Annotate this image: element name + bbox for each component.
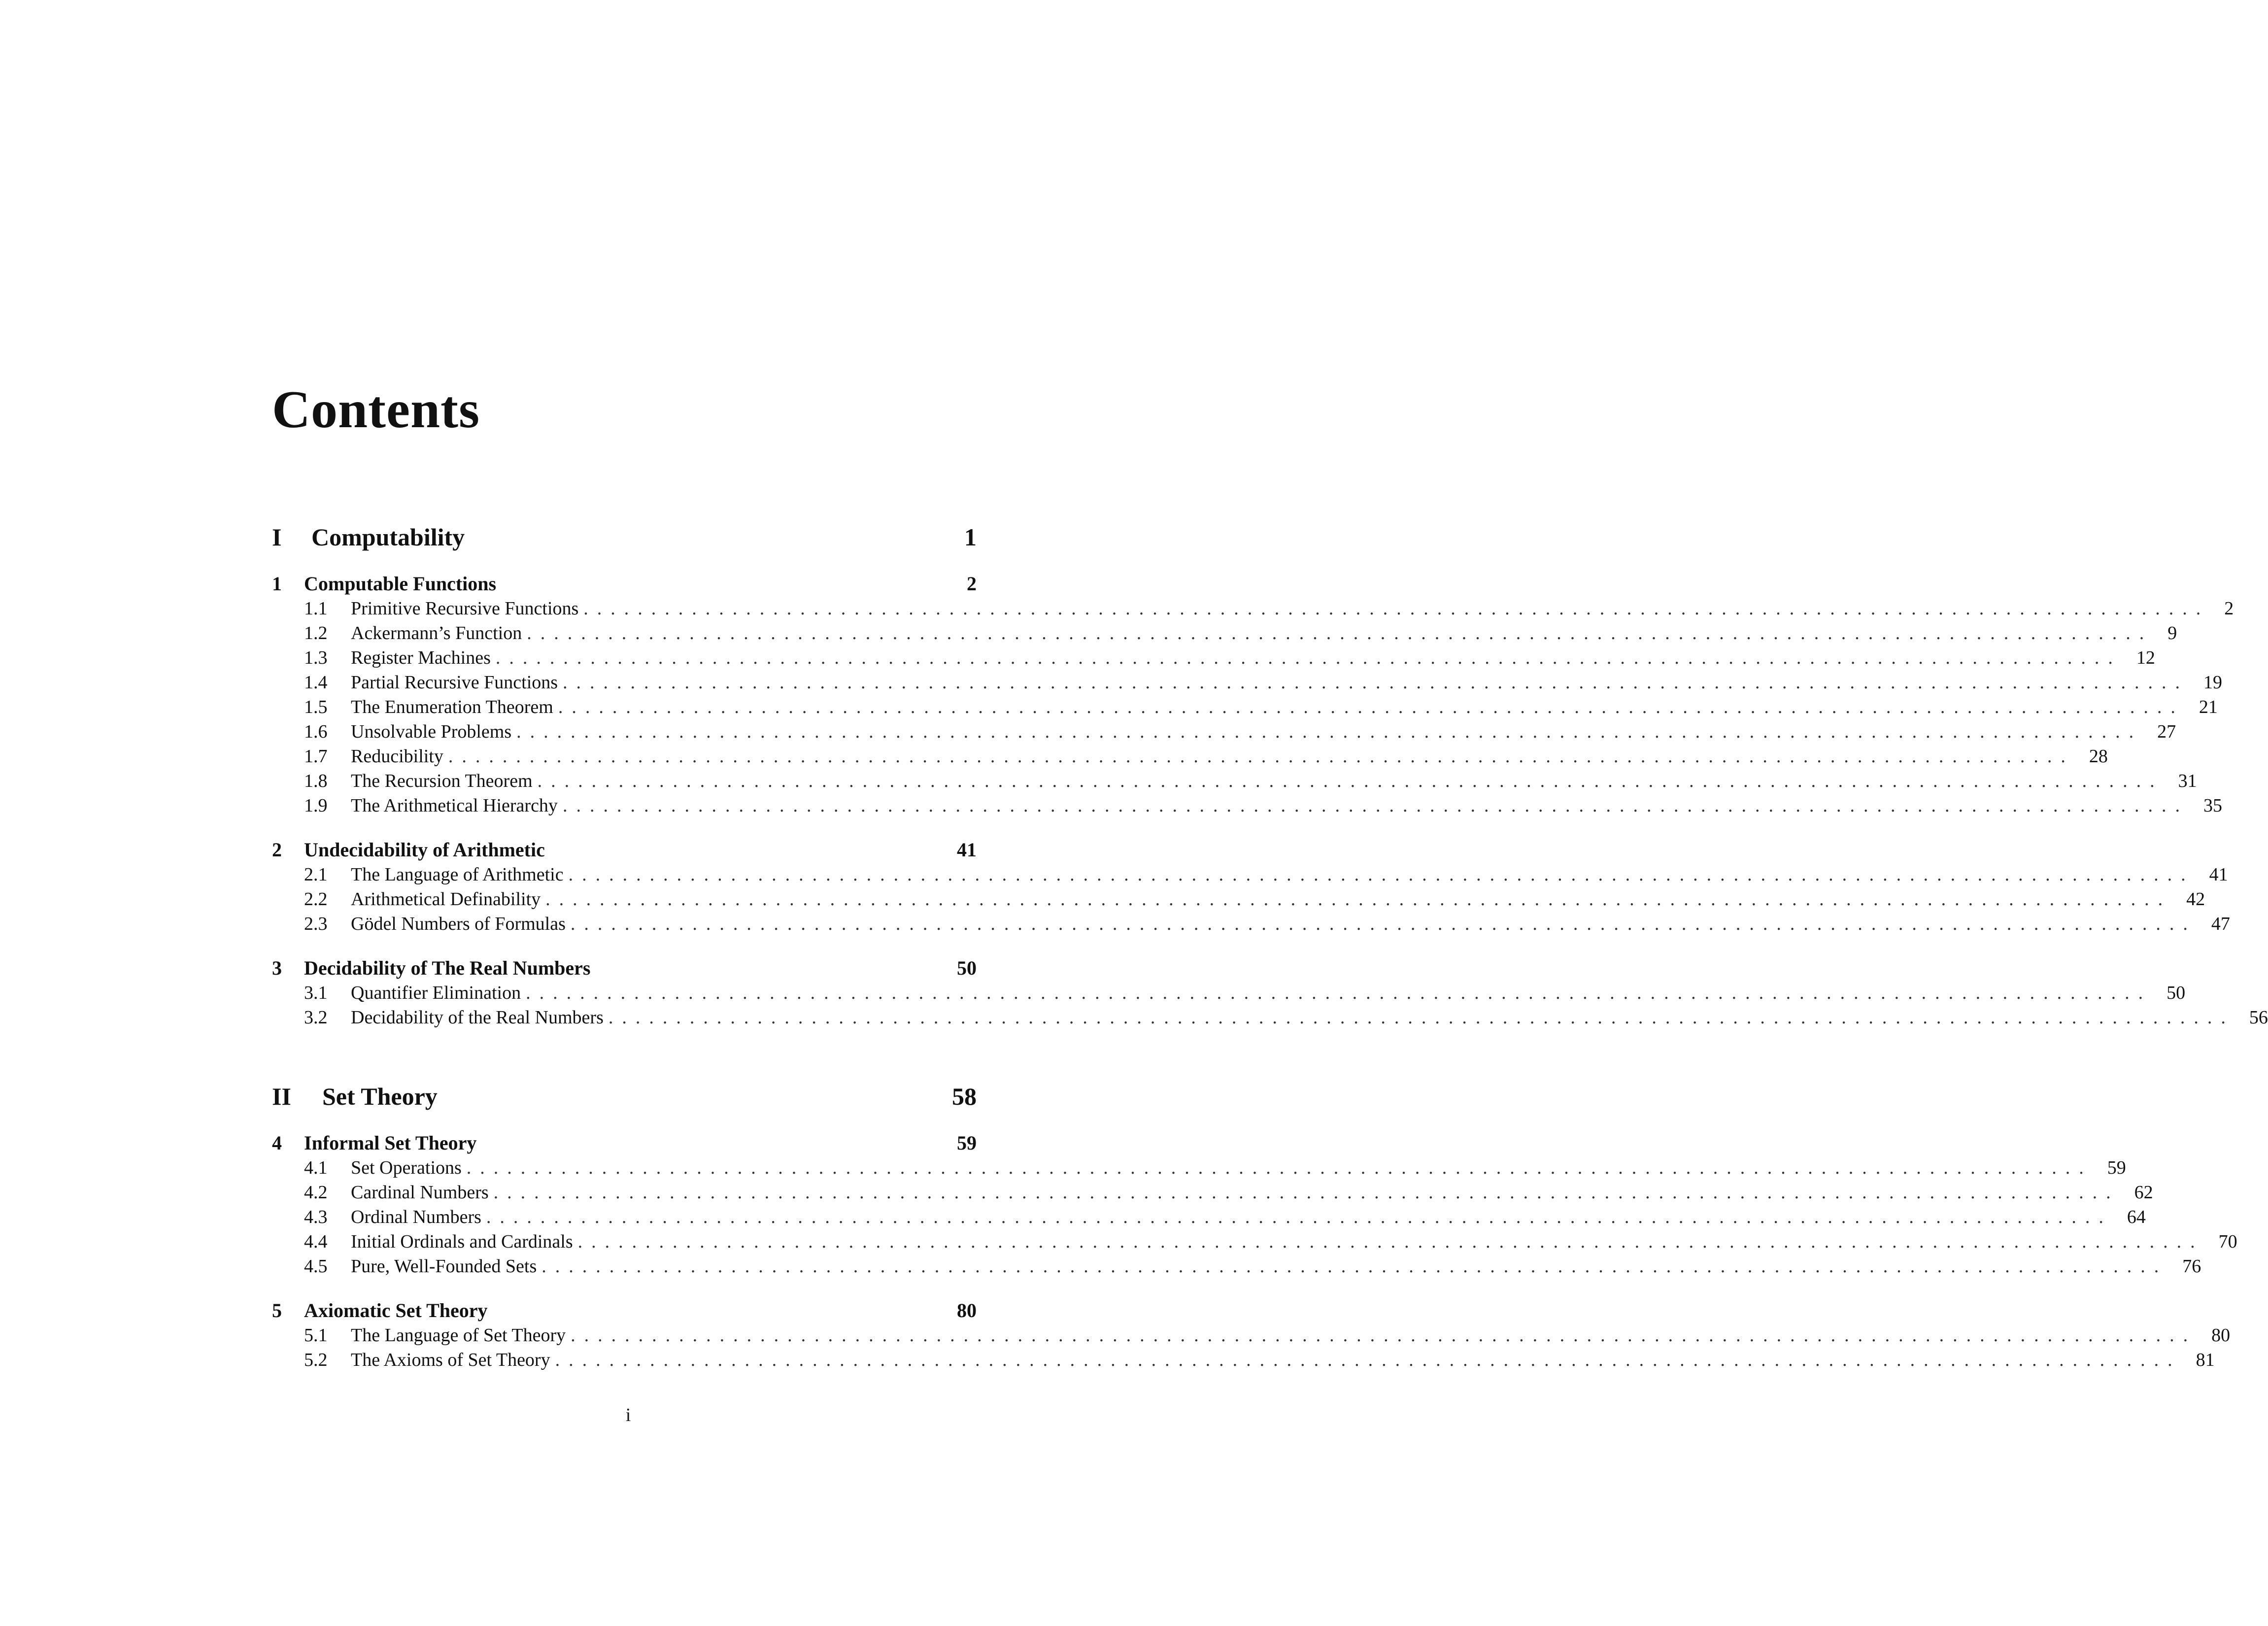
chapter-number: 2: [272, 839, 282, 861]
section-number: 1.6: [304, 721, 328, 742]
chapter-page-number: 80: [957, 1299, 977, 1321]
toc-part-heading[interactable]: [272, 1077, 977, 1116]
section-row: [351, 645, 2155, 670]
toc-section-entry[interactable]: [272, 645, 2155, 670]
section-row: [351, 596, 2234, 621]
toc-section-entry[interactable]: [272, 596, 2234, 621]
section-page-number: 9: [2167, 623, 2177, 644]
table-of-contents: [272, 517, 2268, 1372]
section-page-number: 59: [2107, 1157, 2126, 1178]
chapter-spacer: [272, 818, 977, 838]
section-page-number: 27: [2157, 721, 2176, 742]
section-page-number: 64: [2127, 1207, 2146, 1227]
toc-section-entry[interactable]: [272, 695, 2218, 719]
part-page-number: 1: [964, 523, 977, 551]
section-page-number: 47: [2211, 914, 2230, 934]
section-title: Gödel Numbers of Formulas: [351, 914, 566, 934]
section-title: Reducibility: [351, 746, 443, 767]
section-number: 1.3: [304, 647, 328, 668]
dot-leader: ........................................................................................................................: [516, 721, 2143, 742]
section-number: 1.5: [304, 697, 328, 717]
chapter-title: Informal Set Theory: [304, 1132, 477, 1154]
chapter-title: Axiomatic Set Theory: [304, 1299, 488, 1321]
toc-section-entry[interactable]: [272, 744, 2108, 769]
section-number: 3.2: [304, 1007, 328, 1028]
section-title: Primitive Recursive Functions: [351, 598, 579, 619]
section-title: The Enumeration Theorem: [351, 697, 553, 717]
toc-section-entry[interactable]: [272, 1155, 2126, 1180]
chapter-number: 3: [272, 957, 282, 979]
section-page-number: 31: [2178, 771, 2197, 791]
section-number: 3.1: [304, 982, 328, 1003]
section-title: Decidability of the Real Numbers: [351, 1007, 604, 1028]
section-row: [351, 1205, 2146, 1229]
section-row: [351, 1229, 2237, 1254]
section-row: [351, 695, 2218, 719]
dot-leader: ........................................................................................................................: [466, 1157, 2093, 1178]
toc-section-entry[interactable]: [272, 769, 2197, 793]
dot-leader: ........................................................................................................................: [583, 598, 2210, 619]
section-page-number: 41: [2209, 864, 2228, 885]
section-number: 1.4: [304, 672, 328, 693]
dot-leader: ........................................................................................................................: [495, 647, 2122, 668]
dot-leader: ........................................................................................................................: [577, 1231, 2204, 1252]
section-page-number: 28: [2089, 746, 2108, 767]
section-page-number: 50: [2166, 982, 2186, 1003]
section-title: The Recursion Theorem: [351, 771, 533, 791]
dot-leader: ........................................................................................................................: [526, 982, 2152, 1003]
section-number: 1.8: [304, 771, 328, 791]
section-number: 2.2: [304, 889, 328, 910]
section-number: 4.2: [304, 1182, 328, 1203]
toc-section-entry[interactable]: [272, 887, 2205, 912]
section-row: [351, 621, 2177, 645]
toc-section-entry[interactable]: [272, 981, 2186, 1005]
toc-section-entry[interactable]: [272, 1205, 2146, 1229]
section-number: 1.2: [304, 623, 328, 644]
section-row: [351, 912, 2230, 936]
section-page-number: 70: [2218, 1231, 2237, 1252]
section-title: Pure, Well-Founded Sets: [351, 1256, 537, 1277]
toc-chapter-heading[interactable]: [272, 838, 977, 862]
toc-chapter-heading[interactable]: [272, 1298, 977, 1323]
section-page-number: 76: [2182, 1256, 2201, 1277]
section-page-number: 2: [2224, 598, 2234, 619]
section-page-number: 35: [2203, 795, 2222, 816]
dot-leader: ........................................................................................................................: [493, 1182, 2120, 1203]
toc-chapter-heading[interactable]: [272, 1131, 977, 1155]
section-row: [351, 1155, 2126, 1180]
section-number: 4.3: [304, 1207, 328, 1227]
section-page-number: 19: [2203, 672, 2223, 693]
chapter-title: Computable Functions: [304, 573, 497, 595]
chapter-number: 4: [272, 1132, 282, 1154]
section-title: The Axioms of Set Theory: [351, 1350, 550, 1370]
toc-part-heading[interactable]: [272, 517, 977, 557]
section-number: 1.9: [304, 795, 328, 816]
part-title: Set Theory: [322, 1083, 438, 1110]
section-page-number: 56: [2249, 1007, 2268, 1028]
section-page-number: 81: [2196, 1350, 2215, 1370]
part-page-number: 58: [952, 1083, 977, 1110]
dot-leader: ........................................................................................................................: [558, 697, 2184, 717]
toc-section-entry[interactable]: [272, 621, 2177, 645]
chapter-title: Undecidability of Arithmetic: [304, 839, 545, 861]
toc-section-entry[interactable]: [272, 1323, 2231, 1348]
section-page-number: 21: [2199, 697, 2218, 717]
section-page-number: 62: [2134, 1182, 2153, 1203]
toc-section-entry[interactable]: [272, 862, 2228, 887]
toc-section-entry[interactable]: [272, 1005, 2268, 1030]
section-title: Ackermann’s Function: [351, 623, 522, 644]
chapter-number: 1: [272, 573, 282, 595]
dot-leader: ........................................................................................................................: [571, 1325, 2197, 1346]
section-row: [351, 862, 2228, 887]
page-title: Contents: [272, 380, 480, 439]
section-title: Register Machines: [351, 647, 491, 668]
chapter-spacer: [272, 1279, 977, 1298]
dot-leader: ........................................................................................................................: [568, 864, 2195, 885]
section-number: 5.1: [304, 1325, 328, 1346]
dot-leader: ........................................................................................................................: [545, 889, 2172, 910]
section-row: [351, 769, 2197, 793]
toc-chapter-heading[interactable]: [272, 572, 977, 596]
section-row: [351, 744, 2108, 769]
toc-section-entry[interactable]: [272, 1180, 2153, 1205]
chapter-page-number: 2: [967, 573, 977, 595]
toc-section-entry[interactable]: [272, 1348, 2215, 1372]
dot-leader: ........................................................................................................................: [563, 672, 2189, 693]
section-number: 1.7: [304, 746, 328, 767]
section-number: 4.4: [304, 1231, 328, 1252]
section-title: Arithmetical Definability: [351, 889, 541, 910]
toc-section-entry[interactable]: [272, 719, 2176, 744]
part-spacer: [272, 1030, 977, 1077]
dot-leader: ........................................................................................................................: [448, 746, 2074, 767]
chapter-number: 5: [272, 1299, 282, 1321]
section-number: 5.2: [304, 1350, 328, 1370]
section-row: [351, 1254, 2201, 1279]
section-title: The Arithmetical Hierarchy: [351, 795, 558, 816]
dot-leader: ........................................................................................................................: [555, 1350, 2181, 1370]
chapter-page-number: 50: [957, 957, 977, 979]
section-number: 1.1: [304, 598, 328, 619]
chapter-spacer: [272, 936, 977, 956]
section-row: [351, 719, 2176, 744]
chapter-page-number: 59: [957, 1132, 977, 1154]
chapter-title: Decidability of The Real Numbers: [304, 957, 591, 979]
dot-leader: ........................................................................................................................: [527, 623, 2153, 644]
section-page-number: 80: [2211, 1325, 2231, 1346]
section-row: [351, 981, 2186, 1005]
section-row: [351, 887, 2205, 912]
section-row: [351, 793, 2222, 818]
section-number: 2.1: [304, 864, 328, 885]
section-title: Unsolvable Problems: [351, 721, 512, 742]
dot-leader: ........................................................................................................................: [562, 795, 2189, 816]
section-row: [351, 1180, 2153, 1205]
section-row: [351, 1323, 2231, 1348]
section-title: The Language of Arithmetic: [351, 864, 564, 885]
section-title: Partial Recursive Functions: [351, 672, 558, 693]
section-page-number: 42: [2186, 889, 2205, 910]
section-title: Set Operations: [351, 1157, 462, 1178]
section-number: 4.5: [304, 1256, 328, 1277]
section-number: 2.3: [304, 914, 328, 934]
part-number: I: [272, 523, 282, 551]
toc-section-entry[interactable]: [272, 793, 2222, 818]
dot-leader: ........................................................................................................................: [608, 1007, 2234, 1028]
toc-section-entry[interactable]: [272, 1254, 2201, 1279]
dot-leader: ........................................................................................................................: [486, 1207, 2112, 1227]
toc-section-entry[interactable]: [272, 1229, 2237, 1254]
section-title: Ordinal Numbers: [351, 1207, 481, 1227]
toc-chapter-heading[interactable]: [272, 956, 977, 981]
section-title: The Language of Set Theory: [351, 1325, 566, 1346]
dot-leader: ........................................................................................................................: [537, 771, 2164, 791]
section-title: Initial Ordinals and Cardinals: [351, 1231, 573, 1252]
dot-leader: ........................................................................................................................: [542, 1256, 2168, 1277]
dot-leader: ........................................................................................................................: [570, 914, 2197, 934]
section-number: 4.1: [304, 1157, 328, 1178]
section-page-number: 12: [2136, 647, 2155, 668]
toc-section-entry[interactable]: [272, 670, 2223, 695]
chapter-page-number: 41: [957, 839, 977, 861]
section-title: Quantifier Elimination: [351, 982, 521, 1003]
section-row: [351, 1348, 2215, 1372]
section-row: [351, 670, 2223, 695]
section-title: Cardinal Numbers: [351, 1182, 489, 1203]
toc-section-entry[interactable]: [272, 912, 2230, 936]
page-number: i: [625, 1405, 631, 1425]
part-title: Computability: [311, 523, 465, 551]
part-number: II: [272, 1083, 291, 1110]
section-row: [351, 1005, 2268, 1030]
